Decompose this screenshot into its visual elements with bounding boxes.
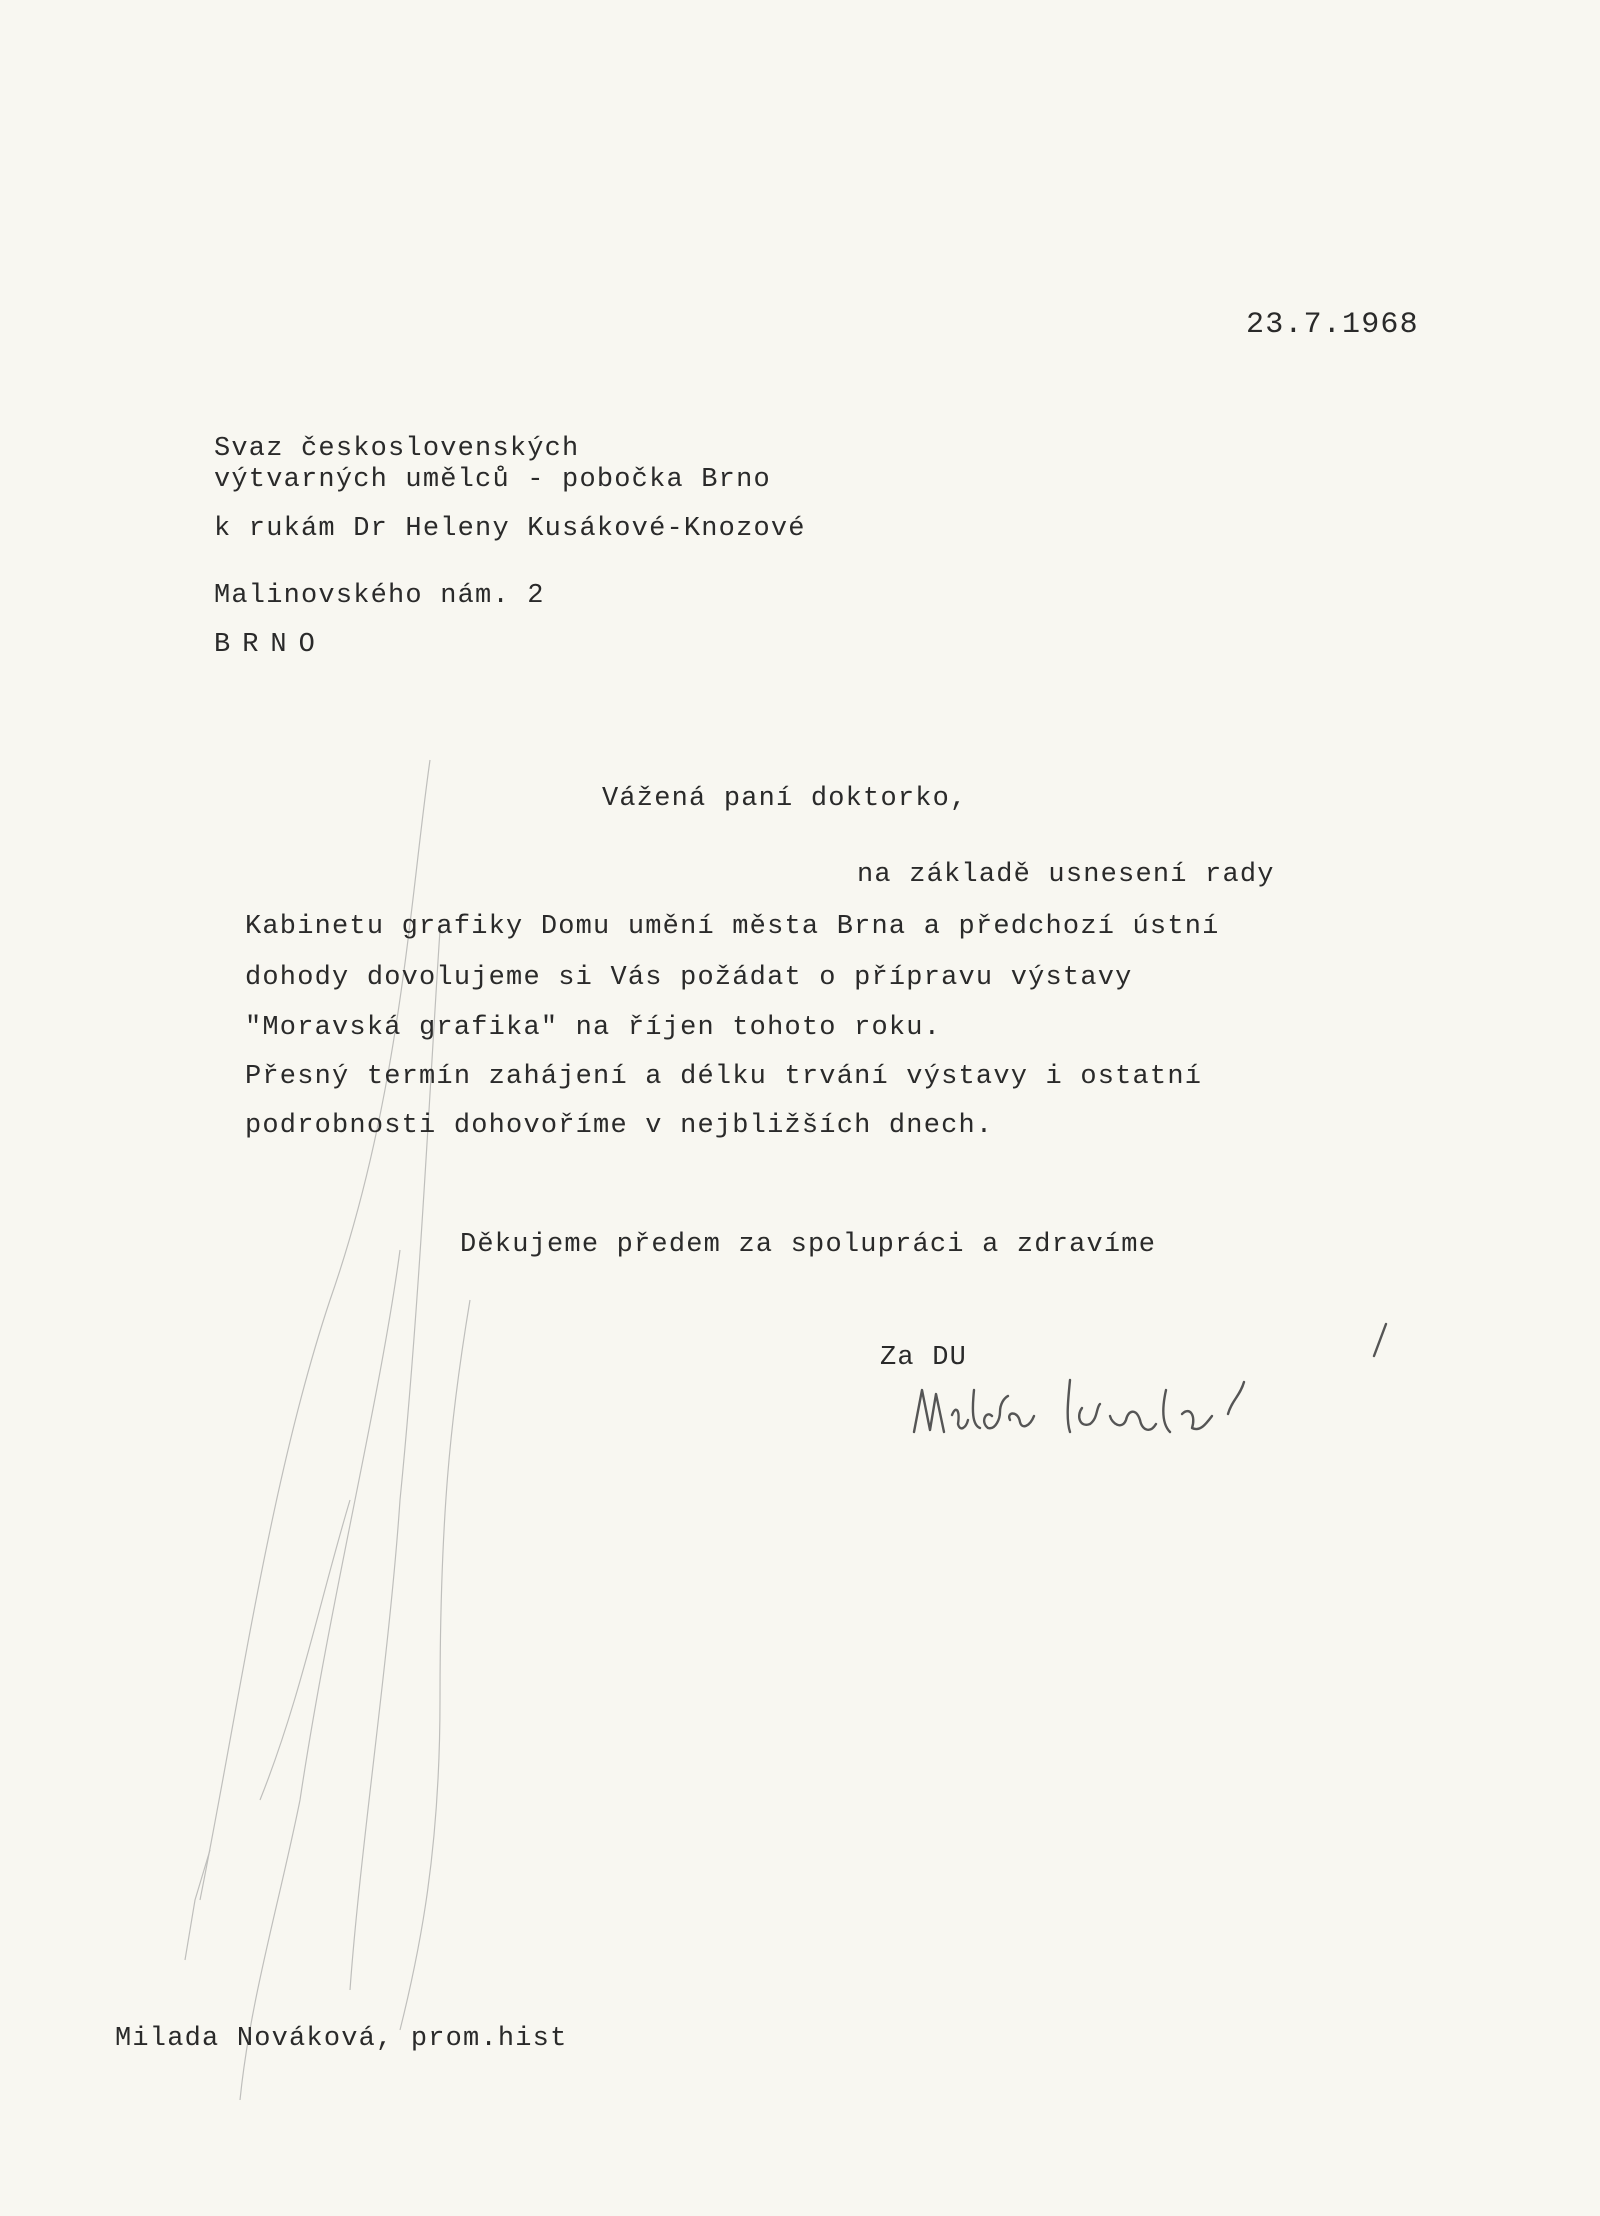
body-line-5: Přesný termín zahájení a délku trvání výstavy i ostatní (245, 1062, 1203, 1092)
signoff: Za DU (880, 1343, 968, 1373)
body-line-3: dohody dovolujeme si Vás požádat o přípravu výstavy (245, 963, 1133, 993)
body-line-1: na základě usnesení rady (857, 860, 1275, 890)
body-line-2: Kabinetu grafiky Domu umění města Brna a předchozí ústní (245, 912, 1220, 942)
recipient-line-2: výtvarných umělců - pobočka Brno (214, 465, 771, 495)
recipient-line-1: Svaz československých (214, 434, 580, 464)
letter-date: 23.7.1968 (1246, 308, 1419, 342)
body-line-4: "Moravská grafika" na říjen tohoto roku. (245, 1013, 942, 1043)
recipient-city: BRNO (214, 630, 327, 660)
sender-name-title: Milada Nováková, prom.hist (115, 2024, 568, 2054)
salutation: Vážená paní doktorko, (602, 784, 968, 814)
handwritten-signature (900, 1320, 1420, 1460)
closing-line: Děkujeme předem za spolupráci a zdravíme (460, 1230, 1157, 1260)
recipient-line-3: k rukám Dr Heleny Kusákové-Knozové (214, 514, 806, 544)
body-line-6: podrobnosti dohovoříme v nejbližších dnech. (245, 1111, 994, 1141)
recipient-street: Malinovského nám. 2 (214, 581, 545, 611)
